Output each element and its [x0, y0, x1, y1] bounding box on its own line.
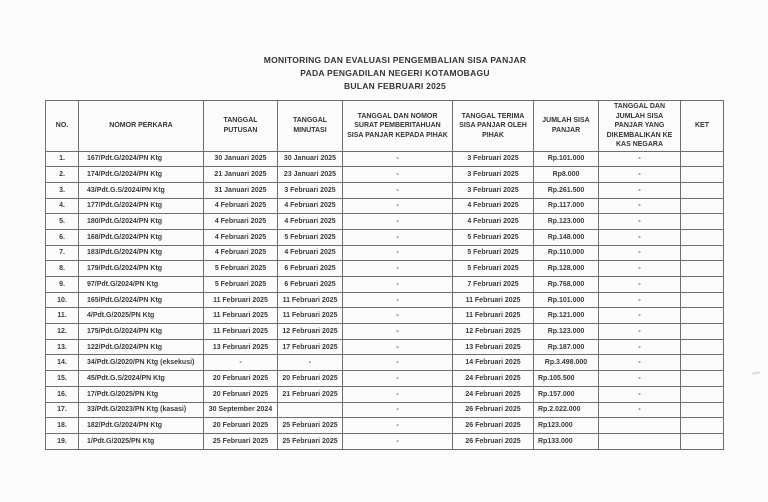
cell-ket: [681, 167, 724, 183]
cell-kembali: -: [599, 292, 681, 308]
table-row: [46, 245, 724, 261]
cell-kembali: [599, 433, 681, 449]
cell-putusan: -: [204, 355, 278, 371]
cell-minutasi: 20 Februari 2025: [278, 371, 343, 387]
cell-ket: [681, 245, 724, 261]
cell-perkara: 17/Pdt.G/2025/PN Ktg: [79, 386, 204, 402]
title-line-1: MONITORING DAN EVALUASI PENGEMBALIAN SISA PANJAR: [263, 55, 527, 65]
table-row: [46, 167, 724, 183]
cell-putusan: 21 Januari 2025: [204, 167, 278, 183]
cell-minutasi: 6 Februari 2025: [278, 277, 343, 293]
monitoring-table: [45, 100, 724, 450]
table-row: [46, 198, 724, 214]
cell-no: 14.: [46, 355, 79, 371]
cell-jumlah: Rp.3.498.000: [534, 355, 599, 371]
table-row: [46, 371, 724, 387]
cell-terima: 26 Februari 2025: [453, 418, 534, 434]
cell-jumlah: Rp.768.000: [534, 277, 599, 293]
cell-putusan: 4 Februari 2025: [204, 214, 278, 230]
col-header-nomor-perkara: NOMOR PERKARA: [79, 101, 204, 152]
cell-jumlah: Rp.128.000: [534, 261, 599, 277]
col-header-no: NO.: [46, 101, 79, 152]
cell-minutasi: 6 Februari 2025: [278, 261, 343, 277]
cell-perkara: 174/Pdt.G/2024/PN Ktg: [79, 167, 204, 183]
cell-terima: 11 Februari 2025: [453, 292, 534, 308]
cell-no: 5.: [46, 214, 79, 230]
table-row: [46, 214, 724, 230]
table-row: [46, 402, 724, 418]
cell-surat: -: [343, 324, 453, 340]
cell-kembali: -: [599, 339, 681, 355]
cell-putusan: 20 Februari 2025: [204, 418, 278, 434]
cell-putusan: 11 Februari 2025: [204, 324, 278, 340]
cell-jumlah: Rp.101.000: [534, 292, 599, 308]
cell-no: 8.: [46, 261, 79, 277]
table-row: [46, 386, 724, 402]
cell-perkara: 1/Pdt.G/2025/PN Ktg: [79, 433, 204, 449]
cell-kembali: [599, 418, 681, 434]
table-row: [46, 355, 724, 371]
cell-surat: -: [343, 418, 453, 434]
cell-perkara: 175/Pdt.G/2024/PN Ktg: [79, 324, 204, 340]
cell-no: 12.: [46, 324, 79, 340]
title-line-2: PADA PENGADILAN NEGERI KOTAMOBAGU: [300, 68, 490, 78]
cell-minutasi: 11 Februari 2025: [278, 308, 343, 324]
document-title: [56, 54, 734, 93]
cell-no: 15.: [46, 371, 79, 387]
cell-kembali: -: [599, 402, 681, 418]
cell-no: 6.: [46, 229, 79, 245]
cell-perkara: 33/Pdt.G/2023/PN Ktg (kasasi): [79, 402, 204, 418]
cell-perkara: 180/Pdt.G/2024/PN Ktg: [79, 214, 204, 230]
cell-surat: -: [343, 261, 453, 277]
cell-putusan: 11 Februari 2025: [204, 308, 278, 324]
cell-minutasi: 5 Februari 2025: [278, 229, 343, 245]
cell-perkara: 4/Pdt.G/2025/PN Ktg: [79, 308, 204, 324]
cell-terima: 3 Februari 2025: [453, 182, 534, 198]
cell-jumlah: Rp.148.000: [534, 229, 599, 245]
table-row: [46, 229, 724, 245]
cell-surat: -: [343, 277, 453, 293]
cell-kembali: -: [599, 277, 681, 293]
cell-surat: -: [343, 167, 453, 183]
cell-ket: [681, 182, 724, 198]
cell-minutasi: 23 Januari 2025: [278, 167, 343, 183]
cell-no: 2.: [46, 167, 79, 183]
cell-surat: -: [343, 308, 453, 324]
cell-putusan: 5 Februari 2025: [204, 261, 278, 277]
cell-perkara: 167/Pdt.G/2024/PN Ktg: [79, 151, 204, 167]
cell-ket: [681, 214, 724, 230]
cell-minutasi: 30 Januari 2025: [278, 151, 343, 167]
cell-minutasi: 25 Februari 2025: [278, 433, 343, 449]
table-body: [46, 151, 724, 449]
cell-kembali: -: [599, 245, 681, 261]
cell-ket: [681, 402, 724, 418]
cell-surat: -: [343, 182, 453, 198]
cell-jumlah: Rp.157.000: [534, 386, 599, 402]
cell-putusan: 20 Februari 2025: [204, 386, 278, 402]
header-row: [46, 101, 724, 152]
cell-jumlah: Rp.123.000: [534, 324, 599, 340]
cell-putusan: 13 Februari 2025: [204, 339, 278, 355]
col-header-jumlah-sisa-panjar: JUMLAH SISA PANJAR: [534, 101, 599, 152]
cell-no: 16.: [46, 386, 79, 402]
table-row: [46, 339, 724, 355]
cell-terima: 3 Februari 2025: [453, 151, 534, 167]
cell-kembali: -: [599, 261, 681, 277]
cell-putusan: 11 Februari 2025: [204, 292, 278, 308]
cell-putusan: 31 Januari 2025: [204, 182, 278, 198]
cell-no: 1.: [46, 151, 79, 167]
cell-terima: 26 Februari 2025: [453, 433, 534, 449]
cell-ket: [681, 151, 724, 167]
cell-no: 4.: [46, 198, 79, 214]
cell-terima: 24 Februari 2025: [453, 371, 534, 387]
cell-surat: -: [343, 402, 453, 418]
cell-jumlah: Rp.117.000: [534, 198, 599, 214]
cell-kembali: -: [599, 151, 681, 167]
cell-ket: [681, 339, 724, 355]
cell-ket: [681, 355, 724, 371]
cell-terima: 26 Februari 2025: [453, 402, 534, 418]
cell-putusan: 30 Januari 2025: [204, 151, 278, 167]
cell-surat: -: [343, 214, 453, 230]
cell-jumlah: Rp123.000: [534, 418, 599, 434]
cell-jumlah: Rp133.000: [534, 433, 599, 449]
cell-kembali: -: [599, 167, 681, 183]
table-row: [46, 433, 724, 449]
cell-surat: -: [343, 229, 453, 245]
cell-terima: 3 Februari 2025: [453, 167, 534, 183]
cell-terima: 5 Februari 2025: [453, 229, 534, 245]
table-row: [46, 151, 724, 167]
cell-putusan: 25 Februari 2025: [204, 433, 278, 449]
cell-perkara: 45/Pdt.G.S/2024/PN Ktg: [79, 371, 204, 387]
cell-jumlah: Rp.105.500: [534, 371, 599, 387]
cell-minutasi: 17 Februari 2025: [278, 339, 343, 355]
cell-jumlah: Rp.121.000: [534, 308, 599, 324]
cell-perkara: 183/Pdt.G/2024/PN Ktg: [79, 245, 204, 261]
cell-kembali: -: [599, 198, 681, 214]
cell-no: 18.: [46, 418, 79, 434]
cell-putusan: 4 Februari 2025: [204, 229, 278, 245]
table-row: [46, 324, 724, 340]
cell-terima: 4 Februari 2025: [453, 214, 534, 230]
cell-minutasi: 25 Februari 2025: [278, 418, 343, 434]
title-line-3: BULAN FEBRUARI 2025: [343, 81, 447, 91]
cell-terima: 11 Februari 2025: [453, 308, 534, 324]
cell-ket: [681, 292, 724, 308]
cell-surat: -: [343, 151, 453, 167]
cell-perkara: 122/Pdt.G/2024/PN Ktg: [79, 339, 204, 355]
cell-terima: 4 Februari 2025: [453, 198, 534, 214]
cell-jumlah: Rp.2.022.000: [534, 402, 599, 418]
cell-terima: 5 Februari 2025: [453, 245, 534, 261]
cell-jumlah: Rp.187.000: [534, 339, 599, 355]
cell-ket: [681, 277, 724, 293]
cell-no: 9.: [46, 277, 79, 293]
cell-jumlah: Rp.261.500: [534, 182, 599, 198]
cell-minutasi: 4 Februari 2025: [278, 198, 343, 214]
cell-surat: -: [343, 292, 453, 308]
cell-jumlah: Rp.110.000: [534, 245, 599, 261]
cell-jumlah: Rp8.000: [534, 167, 599, 183]
cell-perkara: 179/Pdt.G/2024/PN Ktg: [79, 261, 204, 277]
cell-minutasi: [278, 402, 343, 418]
col-header-ket: KET: [681, 101, 724, 152]
cell-kembali: -: [599, 308, 681, 324]
cell-ket: [681, 418, 724, 434]
scan-artifact: [752, 371, 760, 374]
cell-ket: [681, 261, 724, 277]
cell-putusan: 4 Februari 2025: [204, 198, 278, 214]
cell-surat: -: [343, 339, 453, 355]
col-header-surat-pemberitahuan: TANGGAL DAN NOMOR SURAT PEMBERITAHUAN SISA PANJAR KEPADA PIHAK: [343, 101, 453, 152]
table-row: [46, 292, 724, 308]
cell-surat: -: [343, 245, 453, 261]
cell-jumlah: Rp.123.000: [534, 214, 599, 230]
cell-perkara: 97/Pdt.G/2024/PN Ktg: [79, 277, 204, 293]
cell-perkara: 34/Pdt.G/2020/PN Ktg (eksekusi): [79, 355, 204, 371]
cell-perkara: 165/Pdt.G/2024/PN Ktg: [79, 292, 204, 308]
cell-terima: 7 Februari 2025: [453, 277, 534, 293]
cell-kembali: -: [599, 324, 681, 340]
cell-minutasi: 3 Februari 2025: [278, 182, 343, 198]
cell-minutasi: 12 Februari 2025: [278, 324, 343, 340]
cell-surat: -: [343, 198, 453, 214]
table-row: [46, 308, 724, 324]
cell-terima: 14 Februari 2025: [453, 355, 534, 371]
cell-putusan: 5 Februari 2025: [204, 277, 278, 293]
cell-terima: 13 Februari 2025: [453, 339, 534, 355]
cell-minutasi: 21 Februari 2025: [278, 386, 343, 402]
cell-ket: [681, 198, 724, 214]
col-header-tanggal-minutasi: TANGGAL MINUTASI: [278, 101, 343, 152]
cell-putusan: 4 Februari 2025: [204, 245, 278, 261]
cell-ket: [681, 324, 724, 340]
cell-perkara: 168/Pdt.G/2024/PN Ktg: [79, 229, 204, 245]
cell-surat: -: [343, 355, 453, 371]
cell-no: 19.: [46, 433, 79, 449]
cell-minutasi: 11 Februari 2025: [278, 292, 343, 308]
cell-minutasi: 4 Februari 2025: [278, 214, 343, 230]
cell-no: 10.: [46, 292, 79, 308]
cell-terima: 5 Februari 2025: [453, 261, 534, 277]
cell-kembali: -: [599, 386, 681, 402]
col-header-tanggal-putusan: TANGGAL PUTUSAN: [204, 101, 278, 152]
cell-surat: -: [343, 433, 453, 449]
col-header-kas-negara: TANGGAL DAN JUMLAH SISA PANJAR YANG DIKEMBALIKAN KE KAS NEGARA: [599, 101, 681, 152]
cell-no: 3.: [46, 182, 79, 198]
cell-terima: 24 Februari 2025: [453, 386, 534, 402]
cell-minutasi: -: [278, 355, 343, 371]
cell-ket: [681, 386, 724, 402]
cell-no: 11.: [46, 308, 79, 324]
cell-no: 7.: [46, 245, 79, 261]
table-row: [46, 182, 724, 198]
cell-surat: -: [343, 386, 453, 402]
cell-perkara: 43/Pdt.G.S/2024/PN Ktg: [79, 182, 204, 198]
cell-kembali: -: [599, 371, 681, 387]
cell-terima: 12 Februari 2025: [453, 324, 534, 340]
cell-kembali: -: [599, 229, 681, 245]
cell-ket: [681, 229, 724, 245]
cell-perkara: 177/Pdt.G/2024/PN Ktg: [79, 198, 204, 214]
cell-putusan: 20 Februari 2025: [204, 371, 278, 387]
cell-kembali: -: [599, 214, 681, 230]
cell-ket: [681, 308, 724, 324]
col-header-tanggal-terima: TANGGAL TERIMA SISA PANJAR OLEH PIHAK: [453, 101, 534, 152]
table-row: [46, 261, 724, 277]
table-row: [46, 277, 724, 293]
cell-putusan: 30 September 2024: [204, 402, 278, 418]
cell-minutasi: 4 Februari 2025: [278, 245, 343, 261]
cell-no: 13.: [46, 339, 79, 355]
cell-kembali: -: [599, 355, 681, 371]
cell-no: 17.: [46, 402, 79, 418]
cell-jumlah: Rp.101.000: [534, 151, 599, 167]
cell-ket: [681, 433, 724, 449]
cell-perkara: 182/Pdt.G/2024/PN Ktg: [79, 418, 204, 434]
cell-ket: [681, 371, 724, 387]
cell-kembali: -: [599, 182, 681, 198]
table-row: [46, 418, 724, 434]
cell-surat: -: [343, 371, 453, 387]
